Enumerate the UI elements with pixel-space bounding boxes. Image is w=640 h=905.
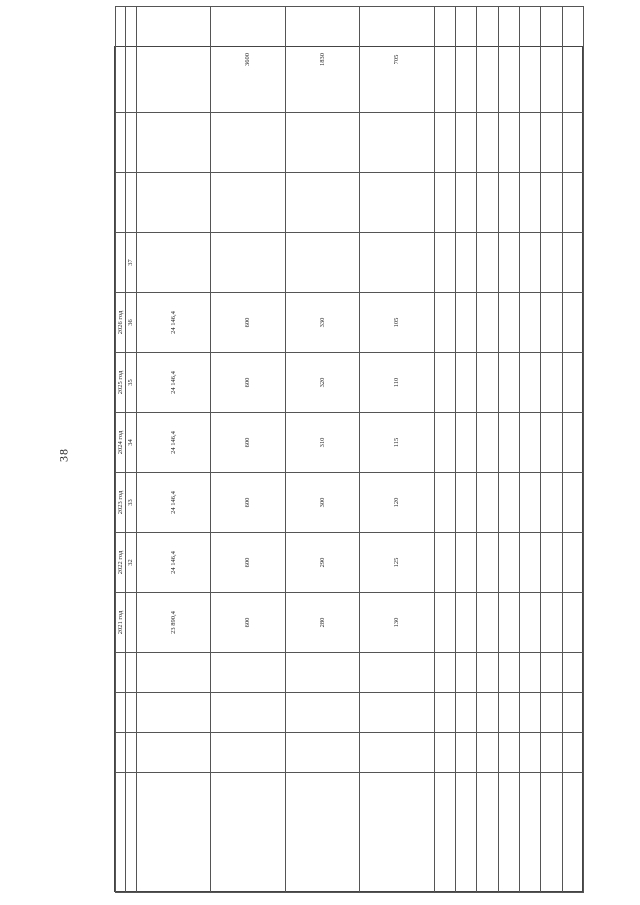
row-value bbox=[519, 353, 540, 413]
row-value bbox=[541, 473, 562, 533]
row-value bbox=[136, 113, 210, 173]
row-value bbox=[541, 593, 562, 653]
column-number bbox=[126, 113, 136, 173]
row-value bbox=[498, 113, 519, 173]
row-value: 125 bbox=[360, 533, 434, 593]
row-unit bbox=[434, 693, 455, 733]
row-code bbox=[477, 773, 498, 893]
row-description bbox=[285, 733, 359, 773]
row-code bbox=[541, 773, 562, 893]
row-value: 320 bbox=[285, 353, 359, 413]
row-value bbox=[562, 533, 583, 593]
column-number bbox=[126, 593, 136, 653]
row-value bbox=[541, 533, 562, 593]
row-baseline bbox=[455, 653, 476, 693]
row-value bbox=[455, 413, 476, 473]
row-baseline bbox=[541, 653, 562, 693]
row-value bbox=[455, 533, 476, 593]
row-value: 600 bbox=[211, 353, 285, 413]
program-table-sheet bbox=[114, 46, 583, 892]
row-total bbox=[519, 7, 540, 113]
row-value: 24 146,4 bbox=[136, 293, 210, 353]
row-value bbox=[360, 233, 434, 293]
row-code bbox=[136, 773, 210, 893]
column-number: 36 bbox=[126, 293, 136, 353]
table-row bbox=[498, 7, 519, 893]
row-value bbox=[211, 173, 285, 233]
row-value: 24 146,4 bbox=[136, 533, 210, 593]
row-unit bbox=[541, 693, 562, 733]
row-value bbox=[360, 173, 434, 233]
header-year-2025: 2025 год bbox=[116, 353, 126, 413]
row-value: 115 bbox=[360, 413, 434, 473]
row-value: 600 bbox=[211, 533, 285, 593]
row-value bbox=[498, 533, 519, 593]
row-value bbox=[519, 293, 540, 353]
row-value: 300 bbox=[285, 473, 359, 533]
row-total bbox=[434, 7, 455, 113]
row-value: 290 bbox=[285, 533, 359, 593]
row-value bbox=[434, 353, 455, 413]
header-extra-1 bbox=[116, 233, 126, 293]
row-value bbox=[477, 593, 498, 653]
header-description bbox=[116, 733, 126, 773]
row-description bbox=[541, 733, 562, 773]
column-number bbox=[126, 773, 136, 893]
row-code bbox=[434, 773, 455, 893]
row-description bbox=[498, 733, 519, 773]
row-value: 24 146,4 bbox=[136, 413, 210, 473]
row-code bbox=[519, 773, 540, 893]
header-year-2021: 2021 год bbox=[116, 593, 126, 653]
row-description bbox=[477, 733, 498, 773]
row-code bbox=[285, 773, 359, 893]
row-value bbox=[434, 533, 455, 593]
row-baseline bbox=[211, 653, 285, 693]
row-description bbox=[455, 733, 476, 773]
table-row bbox=[434, 7, 455, 893]
row-value bbox=[562, 413, 583, 473]
row-value bbox=[434, 233, 455, 293]
row-baseline bbox=[562, 653, 583, 693]
row-code bbox=[360, 773, 434, 893]
row-value bbox=[562, 233, 583, 293]
row-total bbox=[562, 7, 583, 113]
row-description bbox=[360, 733, 434, 773]
table-row bbox=[455, 7, 476, 893]
header-year-2024: 2024 год bbox=[116, 413, 126, 473]
row-description bbox=[211, 733, 285, 773]
table-row bbox=[541, 7, 562, 893]
row-value bbox=[519, 233, 540, 293]
row-value: 120 bbox=[360, 473, 434, 533]
row-unit bbox=[360, 693, 434, 733]
row-baseline bbox=[136, 653, 210, 693]
row-value: 110 bbox=[360, 353, 434, 413]
row-total bbox=[541, 7, 562, 113]
column-number: 33 bbox=[126, 473, 136, 533]
row-baseline bbox=[519, 653, 540, 693]
header-total bbox=[116, 7, 126, 113]
program-table bbox=[115, 6, 584, 893]
table-row bbox=[360, 7, 434, 893]
row-value bbox=[211, 113, 285, 173]
row-value bbox=[285, 113, 359, 173]
row-value bbox=[434, 113, 455, 173]
row-value bbox=[434, 293, 455, 353]
row-unit bbox=[562, 693, 583, 733]
row-value: 600 bbox=[211, 413, 285, 473]
row-total bbox=[498, 7, 519, 113]
row-value bbox=[541, 413, 562, 473]
row-value bbox=[455, 353, 476, 413]
row-baseline bbox=[498, 653, 519, 693]
row-value bbox=[211, 233, 285, 293]
row-value bbox=[498, 593, 519, 653]
row-value bbox=[562, 173, 583, 233]
row-unit bbox=[519, 693, 540, 733]
row-value bbox=[455, 113, 476, 173]
row-value: 23 890,4 bbox=[136, 593, 210, 653]
row-description bbox=[434, 733, 455, 773]
table-row bbox=[477, 7, 498, 893]
row-value bbox=[455, 473, 476, 533]
row-value bbox=[455, 293, 476, 353]
row-baseline bbox=[285, 653, 359, 693]
row-value bbox=[455, 233, 476, 293]
header-year-2026: 2026 год bbox=[116, 293, 126, 353]
header-codes bbox=[116, 773, 126, 893]
row-value bbox=[477, 473, 498, 533]
table-row bbox=[285, 7, 359, 893]
row-value bbox=[541, 113, 562, 173]
column-number bbox=[126, 653, 136, 693]
row-total: 705 bbox=[360, 7, 434, 113]
column-number: 37 bbox=[126, 233, 136, 293]
row-value bbox=[498, 473, 519, 533]
column-numbers-row bbox=[126, 7, 136, 893]
row-value bbox=[434, 473, 455, 533]
row-value: 105 bbox=[360, 293, 434, 353]
row-code bbox=[498, 773, 519, 893]
row-value bbox=[562, 113, 583, 173]
row-baseline bbox=[360, 653, 434, 693]
row-value bbox=[477, 233, 498, 293]
row-value: 24 146,4 bbox=[136, 473, 210, 533]
row-description bbox=[519, 733, 540, 773]
header-year-2023: 2023 год bbox=[116, 473, 126, 533]
row-value: 310 bbox=[285, 413, 359, 473]
row-value bbox=[477, 173, 498, 233]
row-value bbox=[541, 353, 562, 413]
row-value bbox=[285, 233, 359, 293]
row-value bbox=[477, 413, 498, 473]
row-code bbox=[211, 773, 285, 893]
row-value bbox=[360, 113, 434, 173]
row-total bbox=[455, 7, 476, 113]
row-unit bbox=[498, 693, 519, 733]
row-value: 130 bbox=[360, 593, 434, 653]
header-year-2022: 2022 год bbox=[116, 533, 126, 593]
row-unit bbox=[285, 693, 359, 733]
row-value bbox=[541, 173, 562, 233]
row-value bbox=[541, 293, 562, 353]
row-value bbox=[477, 533, 498, 593]
row-unit bbox=[455, 693, 476, 733]
row-total: 3600 bbox=[211, 7, 285, 113]
column-number: 34 bbox=[126, 413, 136, 473]
row-value bbox=[519, 413, 540, 473]
column-number bbox=[126, 693, 136, 733]
row-total bbox=[477, 7, 498, 113]
row-value: 600 bbox=[211, 593, 285, 653]
column-number bbox=[126, 733, 136, 773]
page-number: 38 bbox=[56, 448, 71, 462]
table-row bbox=[136, 7, 210, 893]
column-number bbox=[126, 7, 136, 113]
table-row bbox=[519, 7, 540, 893]
row-value bbox=[519, 173, 540, 233]
row-value bbox=[498, 413, 519, 473]
row-value bbox=[519, 593, 540, 653]
row-value bbox=[498, 293, 519, 353]
row-value bbox=[541, 233, 562, 293]
row-value bbox=[519, 113, 540, 173]
row-value bbox=[562, 353, 583, 413]
row-baseline bbox=[477, 653, 498, 693]
row-value bbox=[498, 173, 519, 233]
row-value bbox=[562, 593, 583, 653]
row-total bbox=[136, 7, 210, 113]
row-value bbox=[434, 593, 455, 653]
row-description bbox=[136, 733, 210, 773]
column-number: 35 bbox=[126, 353, 136, 413]
row-value bbox=[136, 173, 210, 233]
row-value bbox=[498, 233, 519, 293]
table-row bbox=[562, 7, 583, 893]
row-value: 600 bbox=[211, 473, 285, 533]
row-unit bbox=[211, 693, 285, 733]
header-baseline bbox=[116, 653, 126, 693]
row-value bbox=[434, 173, 455, 233]
header-unit bbox=[116, 693, 126, 733]
row-value bbox=[477, 353, 498, 413]
row-value: 24 146,4 bbox=[136, 353, 210, 413]
row-value bbox=[136, 233, 210, 293]
row-value bbox=[498, 353, 519, 413]
row-unit bbox=[136, 693, 210, 733]
row-value bbox=[477, 113, 498, 173]
row-value bbox=[519, 533, 540, 593]
row-value bbox=[455, 173, 476, 233]
row-value bbox=[434, 413, 455, 473]
row-value: 600 bbox=[211, 293, 285, 353]
row-value bbox=[562, 473, 583, 533]
row-value bbox=[519, 473, 540, 533]
column-number bbox=[126, 173, 136, 233]
column-number: 32 bbox=[126, 533, 136, 593]
row-value bbox=[285, 173, 359, 233]
row-value: 330 bbox=[285, 293, 359, 353]
row-value: 280 bbox=[285, 593, 359, 653]
row-baseline bbox=[434, 653, 455, 693]
row-value bbox=[455, 593, 476, 653]
table-row bbox=[211, 7, 285, 893]
row-code bbox=[455, 773, 476, 893]
header-extra-2 bbox=[116, 173, 126, 233]
row-description bbox=[562, 733, 583, 773]
row-total: 1830 bbox=[285, 7, 359, 113]
row-code bbox=[562, 773, 583, 893]
header-row bbox=[116, 7, 126, 893]
header-extra-3 bbox=[116, 113, 126, 173]
rotated-table-frame bbox=[115, 47, 584, 893]
row-unit bbox=[477, 693, 498, 733]
row-value bbox=[562, 293, 583, 353]
row-value bbox=[477, 293, 498, 353]
